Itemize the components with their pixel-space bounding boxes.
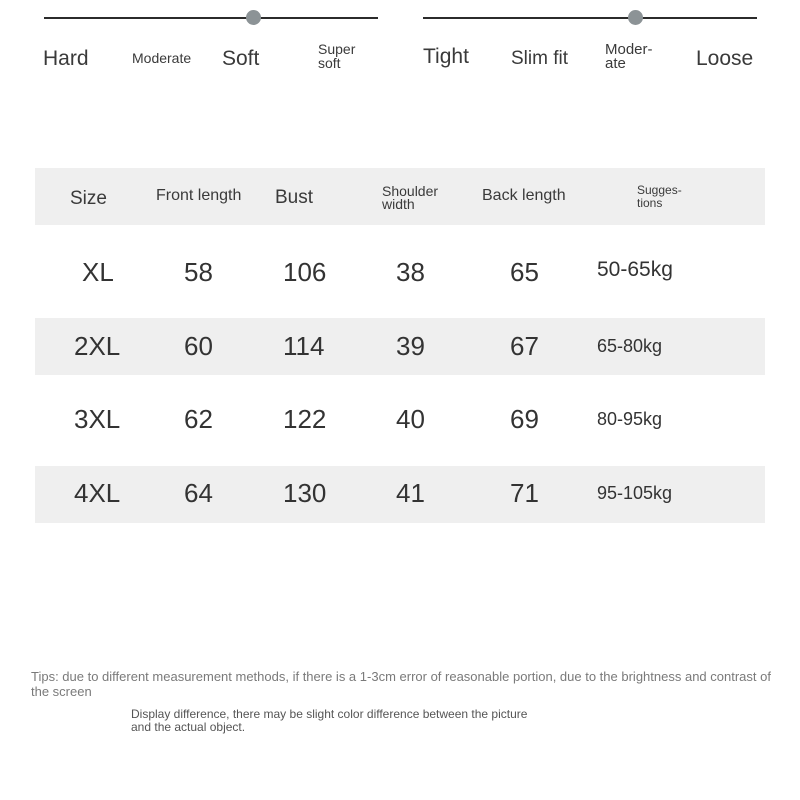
size-cell: 3XL [74,404,121,434]
softness-label-soft: Soft [222,47,260,70]
fit-label-loose: Loose [696,47,754,70]
fit-label-tight: Tight [423,45,469,68]
suggestion-cell: 50-65kg [597,258,673,281]
softness-label-super-soft: Super soft [318,41,356,71]
suggestion-cell: 80-95kg [597,409,663,429]
back-length-cell: 71 [510,478,539,508]
bust-cell: 130 [283,478,327,508]
shoulder-cell: 39 [396,331,425,361]
header-suggestions: Sugges-tions [637,183,682,210]
size-cell: XL [82,257,114,287]
fit-label-slim-fit: Slim fit [511,48,568,69]
bust-cell: 106 [283,257,327,287]
shoulder-cell: 38 [396,257,425,287]
softness-scale-track [44,17,378,19]
back-length-cell: 69 [510,404,539,434]
bust-cell: 114 [283,331,325,361]
softness-scale-marker [246,10,261,25]
tips-display-note: Display difference, there may be slight color difference between the picture and the actual object. [131,707,528,734]
suggestion-cell: 65-80kg [597,336,663,356]
front-length-cell: 64 [184,478,213,508]
shoulder-cell: 41 [396,478,425,508]
header-back-length: Back length [482,187,566,204]
front-length-cell: 60 [184,331,213,361]
softness-label-hard: Hard [43,47,89,70]
tips-text: Tips: due to different measurement methods, if there is a 1-3cm error of reasonable portion, due to the brightness and contrast of the screen [31,669,771,699]
front-length-cell: 58 [184,257,213,287]
bust-cell: 122 [283,404,327,434]
back-length-cell: 67 [510,331,539,361]
header-shoulder-width: Shoulder width [382,183,439,212]
back-length-cell: 65 [510,257,539,287]
suggestion-cell: 95-105kg [597,483,673,503]
fit-scale-marker [628,10,643,25]
size-cell: 2XL [74,331,121,361]
fit-scale-track [423,17,757,19]
shoulder-cell: 40 [396,404,425,434]
header-front-length: Front length [156,187,242,204]
softness-label-moderate: Moderate [132,50,192,66]
fit-label-moderate: Moder-ate [605,41,653,72]
size-cell: 4XL [74,478,121,508]
header-size: Size [70,188,107,209]
front-length-cell: 62 [184,404,213,434]
header-bust: Bust [275,187,314,208]
